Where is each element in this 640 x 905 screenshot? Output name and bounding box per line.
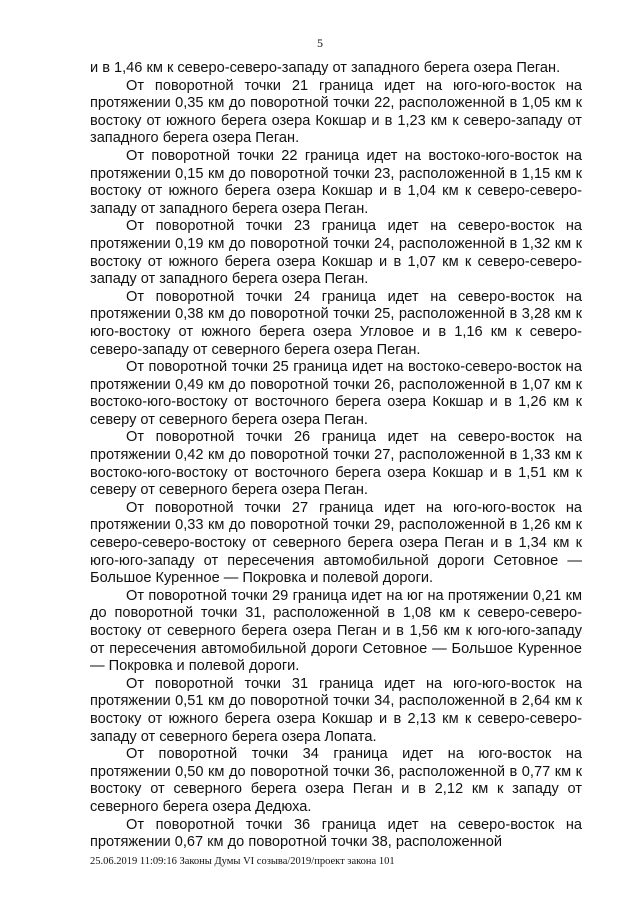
document-body bbox=[90, 60, 582, 852]
paragraph: От поворотной точки 31 граница идет на юго-юго-восток на протяжении 0,51 км до поворотной точки 34, расположенной в 2,64 км к востоку от южного берега озера Кокшар и в 2,13 км к северо-северо-западу от северного берега озера Лопата. bbox=[90, 675, 582, 745]
paragraph: От поворотной точки 25 граница идет на востоко-северо-восток на протяжении 0,49 км до поворотной точки 26, расположенной в 1,07 км к востоко-юго-востоку от восточного берега озера Кокшар и в 1,26 км к северу от северного берега озера Пеган. bbox=[90, 359, 582, 428]
page-footer: 25.06.2019 11:09:16 Законы Думы VI созыва/2019/проект закона 101 bbox=[90, 856, 395, 867]
paragraph: От поворотной точки 34 граница идет на юго-восток на протяжении 0,50 км до поворотной точки 36, расположенной в 0,77 км к востоку от северного берега озера Пеган и в 2,12 км к западу от северного берега озера Дедюха. bbox=[90, 746, 582, 815]
paragraph: От поворотной точки 26 граница идет на северо-восток на протяжении 0,42 км до поворотной точки 27, расположенной в 1,33 км к востоко-юго-востоку от восточного берега озера Кокшар и в 1,51 км к северу от северного берега озера Пеган. bbox=[90, 429, 582, 499]
paragraph: От поворотной точки 23 граница идет на северо-восток на протяжении 0,19 км до поворотной точки 24, расположенной в 1,32 км к востоку от южного берега озера Кокшар и в 1,07 км к северо-северо-западу от западного берега озера Пеган. bbox=[90, 218, 582, 288]
paragraph: и в 1,46 км к северо-северо-западу от западного берега озера Пеган. bbox=[90, 60, 561, 76]
paragraph: От поворотной точки 29 граница идет на юг на протяжении 0,21 км до поворотной точки 31, расположенной в 1,08 км к северо-северо-востоку от северного берега озера Пеган и в 1,56 км к юго-юго-западу от пересечения автомобильной дороги Сетовное — Большое Куренное — Покровка и полевой дороги. bbox=[90, 587, 582, 675]
paragraph: От поворотной точки 36 граница идет на северо-восток на протяжении 0,67 км до поворотной точки 38, расположенной bbox=[90, 816, 582, 851]
paragraph: От поворотной точки 27 граница идет на юго-юго-восток на протяжении 0,33 км до поворотной точки 29, расположенной в 1,26 км к северо-северо-востоку от северного берега озера Пеган и в 1,34 км к юго-юго-западу от пересечения автомобильной дороги Сетовное — Большое Куренное — Покровка и полевой дороги. bbox=[90, 499, 582, 587]
paragraph: От поворотной точки 24 граница идет на северо-восток на протяжении 0,38 км до поворотной точки 25, расположенной в 3,28 км к юго-востоку от южного берега озера Угловое и в 1,16 км к северо-северо-западу от северного берега озера Пеган. bbox=[90, 288, 582, 358]
page-number: 5 bbox=[317, 36, 323, 50]
paragraph: От поворотной точки 21 граница идет на юго-юго-восток на протяжении 0,35 км до поворотной точки 22, расположенной в 1,05 км к востоку от южного берега озера Кокшар и в 1,23 км к северо-западу от западного берега озера Пеган. bbox=[90, 77, 582, 147]
paragraph: От поворотной точки 22 граница идет на востоко-юго-восток на протяжении 0,15 км до поворотной точки 23, расположенной в 1,15 км к востоку от южного берега озера Кокшар и в 1,04 км к северо-северо-западу от западного берега озера Пеган. bbox=[90, 147, 582, 217]
